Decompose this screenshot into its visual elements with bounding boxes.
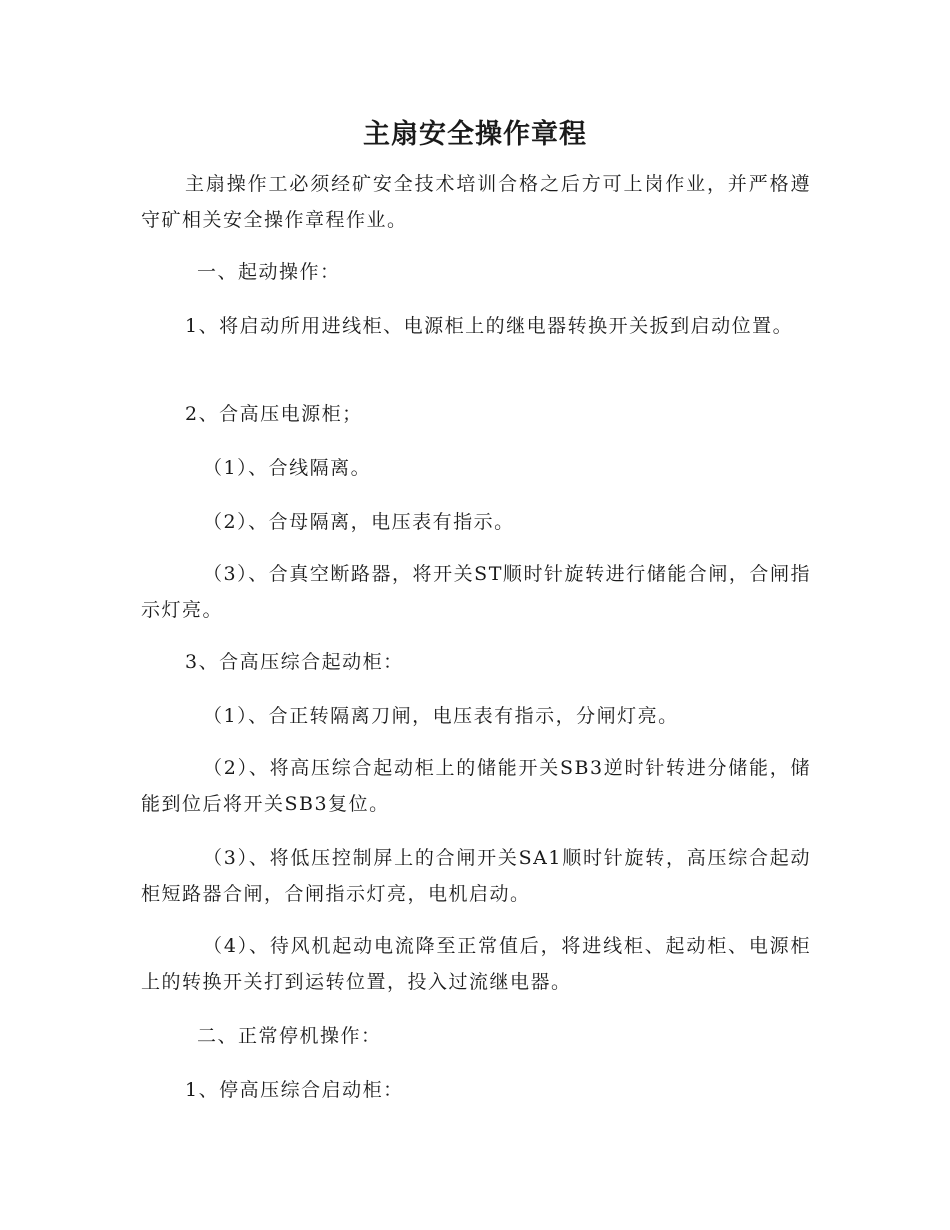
- section-heading-stop: 二、正常停机操作：: [197, 1025, 382, 1047]
- stop-step-1: 1、停高压综合启动柜：: [185, 1079, 404, 1101]
- step-1: 1、将启动所用进线柜、电源柜上的继电器转换开关扳到启动位置。: [185, 315, 794, 337]
- step-2-sub-2: （2）、合母隔离，电压表有指示。: [203, 511, 515, 533]
- section-heading-start: 一、起动操作：: [197, 261, 341, 283]
- step-2: 2、合高压电源柜；: [185, 403, 363, 425]
- step-3-sub-3: （3）、将低压控制屏上的合闸开关SA1顺时针旋转，高压综合起动柜短路器合闸，合闸指示灯亮，电机启动。: [141, 847, 811, 905]
- step-3-sub-4: （4）、待风机起动电流降至正常值后，将进线柜、起动柜、电源柜上的转换开关打到运转位置，投入过流继电器。: [141, 935, 811, 993]
- step-2-sub-1: （1）、合线隔离。: [203, 457, 372, 479]
- step-3-sub-2: （2）、将高压综合起动柜上的储能开关SB3逆时针转进分储能，储能到位后将开关SB3复位。: [141, 757, 811, 815]
- intro-paragraph: 主扇操作工必须经矿安全技术培训合格之后方可上岗作业，并严格遵守矿相关安全操作章程作业。: [141, 173, 811, 231]
- step-2-sub-3: （3）、合真空断路器，将开关ST顺时针旋转进行储能合闸，合闸指示灯亮。: [141, 563, 811, 621]
- document-title: 主扇安全操作章程: [363, 119, 587, 150]
- step-3: 3、合高压综合起动柜：: [185, 651, 404, 673]
- step-3-sub-1: （1）、合正转隔离刀闸，电压表有指示，分闸灯亮。: [203, 705, 679, 727]
